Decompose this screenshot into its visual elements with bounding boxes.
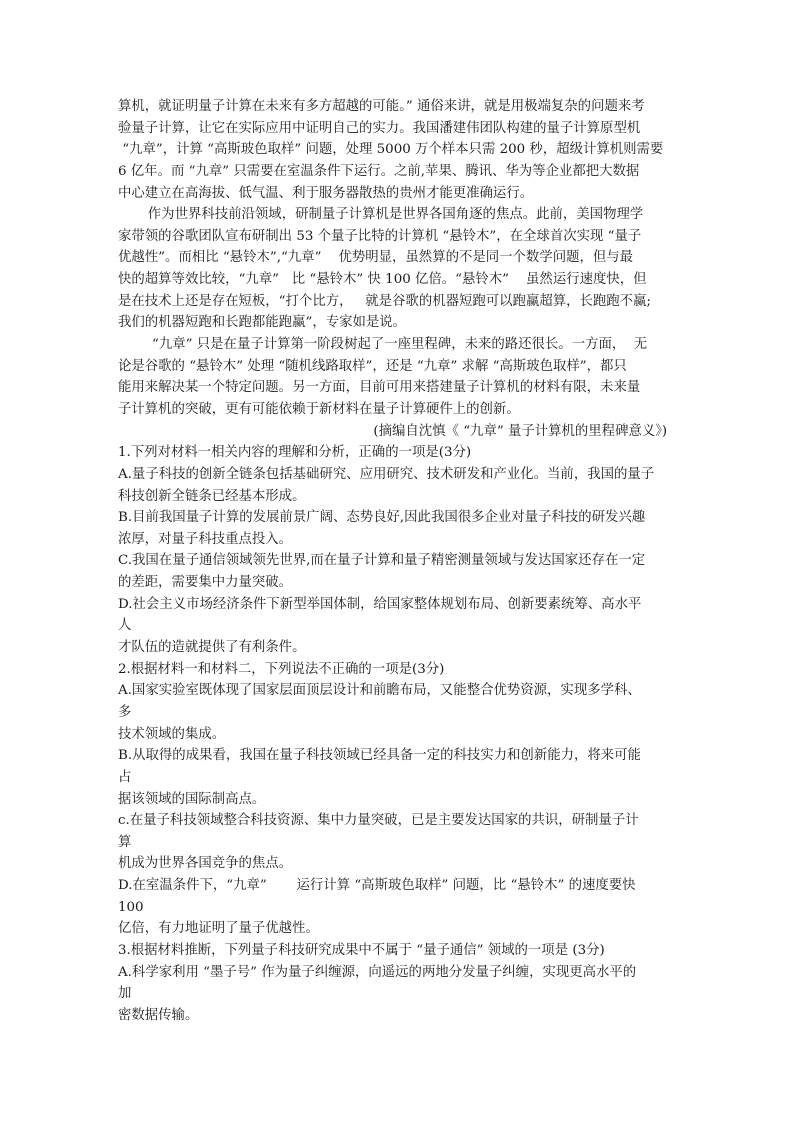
question-3-stem: 3.根据材料推断，下列量子科技研究成果中不属于 “量子通信” 领域的一项是 (3分): [118, 942, 605, 958]
text-line: 能用来解决某一个特定问题。另一方面，目前可用来搭建量子计算机的材料有限，未来量: [118, 380, 641, 396]
text-line: 技术领域的集成。: [118, 726, 226, 742]
text-line: 亿倍，有力地证明了量子优越性。: [118, 921, 319, 937]
text-line: 算: [118, 834, 132, 850]
text-line: 密数据传输。: [118, 1007, 199, 1023]
question-1-option-c: C.我国在量子通信领域领先世界,而在量子计算和量子精密测量领域与发达国家还存在一定: [118, 553, 646, 569]
text-line: 多: [118, 704, 132, 720]
text-line: 中心建立在高海拔、低气温、利于服务器散热的贵州才能更准确运行。: [118, 185, 534, 201]
question-1-option-b: B.目前我国量子计算的发展前景广阔、态势良好,因此我国很多企业对量子科技的研发兴趣: [118, 510, 646, 526]
source-citation: (摘编自沈慎《 “九章” 量子计算机的里程碑意义》): [118, 423, 668, 439]
text-line: 才队伍的造就提供了有利条件。: [118, 640, 306, 656]
text-line: 家带领的谷歌团队宣布研制出 53 个量子比特的计算机 “悬铃木”，在全球首次实现 “量子: [118, 228, 642, 244]
text-line: 子计算机的突破，更有可能依赖于新材料在量子计算硬件上的创新。: [118, 401, 520, 417]
text-line: “九章” 只是在量子计算第一阶段树起了一座里程碑，未来的路还很长。一方面， 无: [118, 337, 648, 353]
text-line: 论是谷歌的 “悬铃木” 处理 “随机线路取样”，还是 “九章” 求解 “高斯玻色取样”，都只: [118, 358, 627, 374]
text-line: 算机，就证明量子计算在未来有多方超越的可能。” 通俗来讲，就是用极端复杂的问题来考: [118, 99, 645, 114]
question-1-option-d: D.社会主义市场经济条件下新型举国体制，给国家整体规划布局、创新要素统筹、高水平: [118, 596, 642, 612]
question-1-stem: 1.下列对材料一相关内容的理解和分析，正确的一项是(3分): [118, 445, 472, 461]
question-2-option-c: c.在量子科技领域整合科技资源、集中力量突破，已是主要发达国家的共识，研制量子计: [118, 813, 639, 829]
text-line: 快的超算等效比较，“九章” 比 “悬铃木” 快 100 亿倍。“悬铃木” 虽然运行速度快，但: [118, 272, 647, 288]
text-line: 的差距，需要集中力量突破。: [118, 575, 293, 591]
question-1-option-a: A.量子科技的创新全链条包括基础研究、应用研究、技术研发和产业化。当前，我国的量子: [118, 466, 655, 482]
text-line: 机成为世界各国竞争的焦点。: [118, 856, 293, 872]
text-line: 据该领域的国际制高点。: [118, 791, 266, 807]
question-3-option-a: A.科学家利用 “墨子号” 作为量子纠缠源，向遥远的两地分发量子纠缠，实现更高水平的: [118, 964, 637, 980]
text-line: 是在技术上还是存在短板，“打个比方， 就是谷歌的机器短跑可以跑赢超算，长跑跑不赢;: [118, 293, 651, 309]
text-line: 我们的机器短跑和长跑都能跑赢”，专家如是说。: [118, 315, 407, 331]
question-2-option-b: B.从取得的成果看，我国在量子科技领域已经具备一定的科技实力和创新能力，将来可能: [118, 748, 641, 764]
question-2-option-d: D.在室温条件下，“九章” 运行计算 “高斯玻色取样” 问题，比 “悬铃木” 的速度要快: [118, 878, 636, 894]
text-line: 100: [118, 899, 144, 915]
question-2-option-a: A.国家实验室既体现了国家层面顶层设计和前瞻布局，又能整合优势资源，实现多学科、: [118, 683, 641, 699]
text-line: 人: [118, 618, 132, 634]
text-line: 作为世界科技前沿领域，研制量子计算机是世界各国角逐的焦点。此前，美国物理学: [118, 207, 644, 223]
text-line: 6 亿年。而 “九章” 只需要在室温条件下运行。之前,苹果、腾讯、华为等企业都把大数据: [118, 163, 640, 179]
text-line: 验量子计算，让它在实际应用中证明自己的实力。我国潘建伟团队构建的量子计算原型机: [118, 120, 641, 136]
question-2-stem: 2.根据材料一和材料二，下列说法不正确的一项是(3分): [118, 661, 445, 677]
text-line: 科技创新全链条已经基本形成。: [118, 488, 306, 504]
text-line: 优越性”。而相比 “悬铃木”,“九章” 优势明显，虽然算的不是同一个数学问题，但与最: [118, 250, 634, 266]
text-line: 占: [118, 769, 132, 785]
text-line: “九章”，计算 “高斯玻色取样” 问题，处理 5000 万个样本只需 200 秒，超级计算机则需要: [118, 142, 664, 158]
document-body: [118, 96, 678, 1027]
text-line: 浓厚，对量子科技重点投入。: [118, 531, 293, 547]
text-line: 加: [118, 986, 132, 1002]
